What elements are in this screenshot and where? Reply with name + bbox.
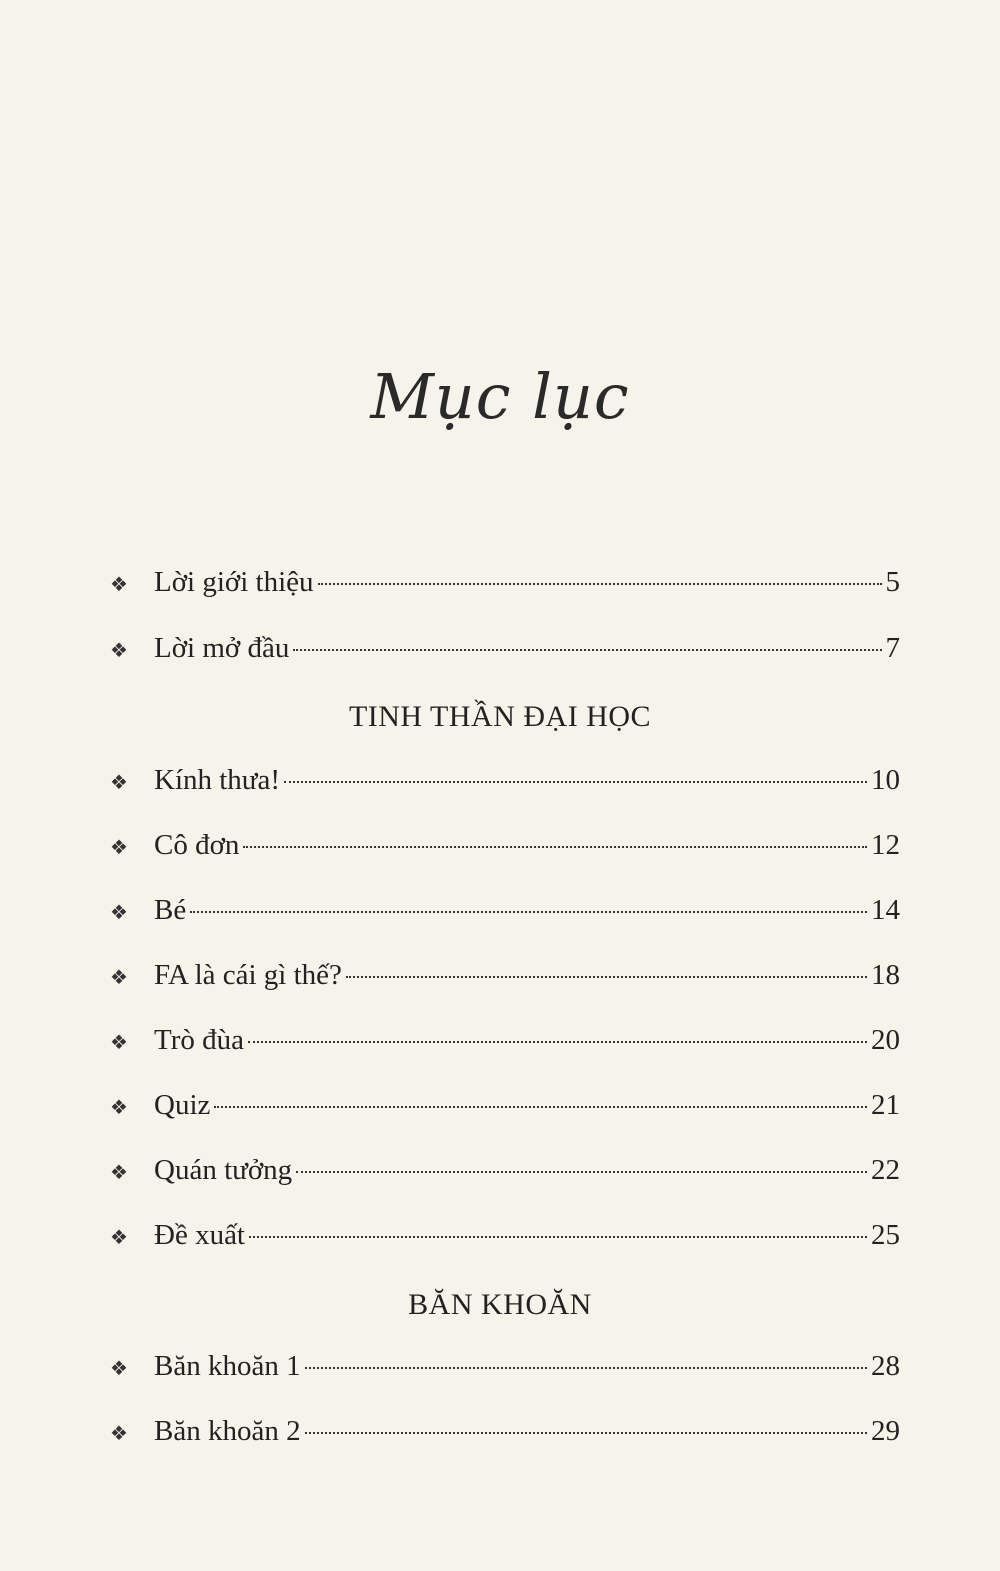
entry-page: 20 [871,1024,900,1056]
dot-leader [284,781,867,783]
dot-leader [214,1106,867,1108]
diamond-bullet-icon: ❖ [110,1227,128,1249]
toc-entry [110,894,900,938]
section-heading: TINH THẦN ĐẠI HỌC [348,700,652,733]
diamond-bullet-icon: ❖ [110,1097,128,1119]
toc-entry [110,632,900,676]
entry-page: 22 [871,1154,900,1186]
entry-page: 14 [871,894,900,926]
dot-leader [305,1367,867,1369]
dot-leader [296,1171,867,1173]
entry-page: 25 [871,1219,900,1251]
diamond-bullet-icon: ❖ [110,837,128,859]
entry-page: 21 [871,1089,900,1121]
diamond-bullet-icon: ❖ [110,1423,128,1445]
diamond-bullet-icon: ❖ [110,1162,128,1184]
entry-label: Bé [154,894,187,926]
toc-entry [110,829,900,873]
entry-label: Kính thưa! [154,764,281,796]
entry-label: FA là cái gì thế? [154,959,342,991]
toc-entry [110,1089,900,1133]
entry-page: 7 [885,632,900,664]
toc-entry [110,764,900,808]
diamond-bullet-icon: ❖ [110,1032,128,1054]
toc-entry [110,566,900,610]
entry-label: Băn khoăn 1 [154,1350,301,1382]
diamond-bullet-icon: ❖ [110,967,128,989]
entry-label: Lời giới thiệu [154,566,314,598]
entry-page: 10 [871,764,900,796]
toc-entry [110,1219,900,1263]
entry-page: 5 [885,566,900,598]
entry-page: 18 [871,959,900,991]
dot-leader [293,649,881,651]
entry-page: 29 [871,1415,900,1447]
entry-label: Đề xuất [154,1219,245,1251]
toc-entry [110,1350,900,1394]
dot-leader [243,846,867,848]
toc-entry [110,959,900,1003]
entry-page: 28 [871,1350,900,1382]
entry-label: Quiz [154,1089,211,1121]
entry-label: Trò đùa [154,1024,244,1056]
dot-leader [346,976,867,978]
entry-label: Cô đơn [154,829,240,861]
diamond-bullet-icon: ❖ [110,1358,128,1380]
entry-page: 12 [871,829,900,861]
toc-entry [110,1415,900,1459]
dot-leader [318,583,882,585]
diamond-bullet-icon: ❖ [110,574,128,596]
toc-entry [110,1154,900,1198]
page-title: Mục lục [370,360,630,433]
section-heading: BĂN KHOĂN [408,1288,592,1321]
dot-leader [190,911,867,913]
dot-leader [305,1432,867,1434]
diamond-bullet-icon: ❖ [110,772,128,794]
dot-leader [249,1236,867,1238]
dot-leader [248,1041,867,1043]
diamond-bullet-icon: ❖ [110,902,128,924]
entry-label: Lời mở đầu [154,632,290,664]
diamond-bullet-icon: ❖ [110,640,128,662]
entry-label: Quán tưởng [154,1154,293,1186]
entry-label: Băn khoăn 2 [154,1415,301,1447]
toc-entry [110,1024,900,1068]
